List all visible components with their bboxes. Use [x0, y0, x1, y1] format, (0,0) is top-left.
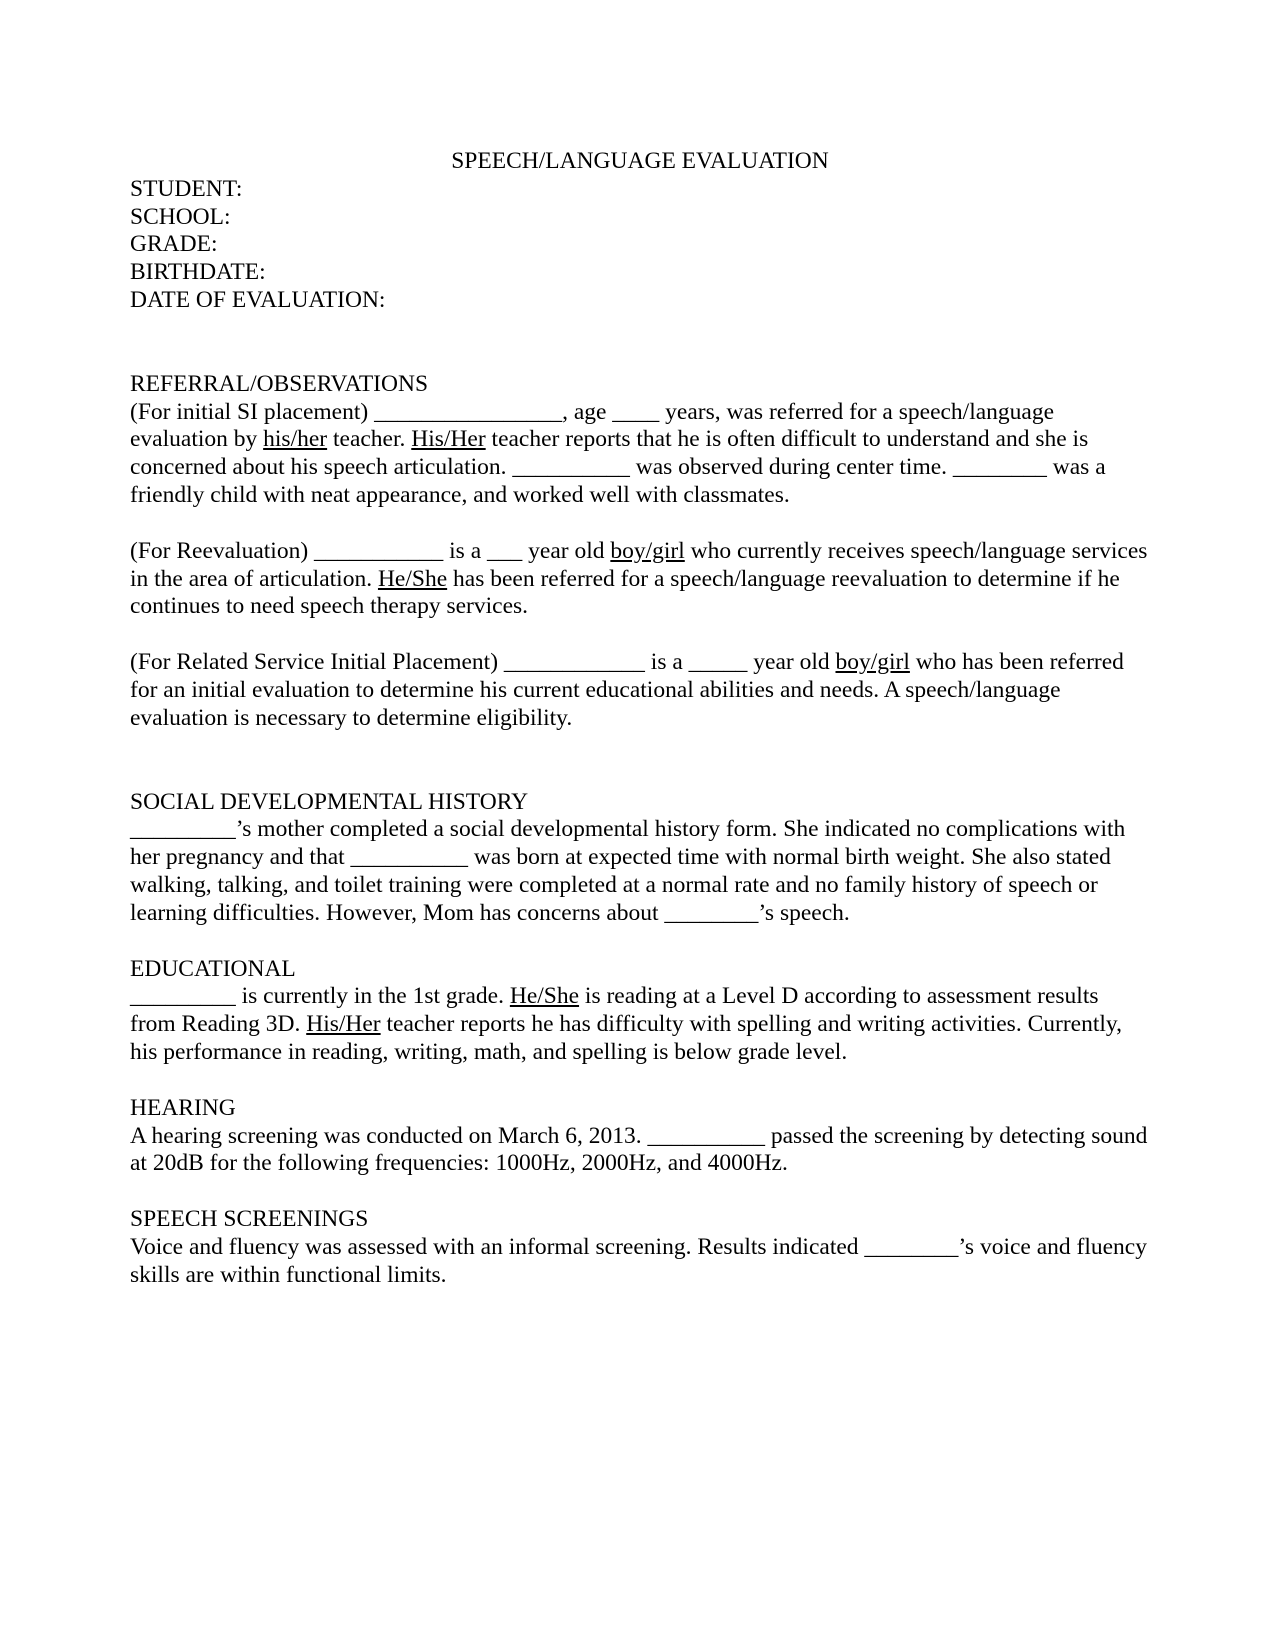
educational-paragraph	[130, 983, 1150, 1066]
underlined-text: His/Her	[411, 426, 486, 453]
speech-screenings-heading: SPEECH SCREENINGS	[130, 1206, 369, 1233]
text-run: (For initial SI placement) ________________, age ____ years, was referred for a speech/language evaluation by	[130, 398, 1055, 453]
underlined-text: boy/girl	[835, 649, 910, 676]
hearing-section	[130, 1095, 1150, 1178]
referral-initial-paragraph	[130, 399, 1150, 510]
underlined-text: boy/girl	[610, 537, 685, 564]
text-run: who has been referred for an initial evaluation to determine his current educational abilities and needs. A speech/language evaluation is necessary to determine eligibility.	[130, 649, 1124, 731]
text-run: who currently receives speech/language services in the area of articulation.	[130, 537, 1148, 592]
school-label: SCHOOL:	[130, 203, 231, 230]
text-run: is reading at a Level D according to assessment results from Reading 3D.	[130, 983, 1099, 1038]
text-run: teacher.	[327, 426, 412, 453]
text-run: teacher reports that he is often difficult to understand and she is concerned about his speech articulation. __________ was observed during center time. ________ was a friendly child with neat appearance, and worked well with classmates.	[130, 426, 1106, 508]
referral-reevaluation-paragraph	[130, 538, 1150, 621]
student-label: STUDENT:	[130, 175, 243, 202]
referral-section	[130, 371, 1150, 733]
referral-heading: REFERRAL/OBSERVATIONS	[130, 370, 429, 397]
hearing-paragraph: A hearing screening was conducted on March 6, 2013. __________ passed the screening by detecting sound at 20dB for the following frequencies: 1000Hz, 2000Hz, and 4000Hz.	[130, 1122, 1148, 1177]
underlined-text: his/her	[263, 426, 328, 453]
referral-related-paragraph	[130, 649, 1150, 732]
birthdate-label: BIRTHDATE:	[130, 259, 266, 286]
document-page	[130, 148, 1150, 1290]
date-of-evaluation-label: DATE OF EVALUATION:	[130, 286, 386, 313]
social-history-heading: SOCIAL DEVELOPMENTAL HISTORY	[130, 788, 529, 815]
student-info-block	[130, 176, 1150, 315]
social-history-paragraph: _________’s mother completed a social developmental history form. She indicated no complications with her pregnancy and that __________ was born at expected time with normal birth weight. She also stated walking, talking, and toilet training were completed at a normal rate and no family history of speech or learning difficulties. However, Mom has concerns about ________’s speech.	[130, 816, 1126, 926]
text-run: teacher reports he has difficulty with spelling and writing activities. Currently, his performance in reading, writing, math, and spelling is below grade level.	[130, 1011, 1122, 1065]
text-run: (For Related Service Initial Placement) ____________ is a _____ year old	[130, 649, 836, 676]
social-history-section	[130, 789, 1150, 928]
text-run: (For Reevaluation) ___________ is a ___ year old	[130, 537, 611, 564]
speech-screenings-paragraph: Voice and fluency was assessed with an informal screening. Results indicated ________’s voice and fluency skills are within functional limits.	[130, 1233, 1147, 1288]
underlined-text: He/She	[509, 983, 580, 1010]
hearing-heading: HEARING	[130, 1094, 236, 1121]
document-title: SPEECH/LANGUAGE EVALUATION	[451, 148, 829, 174]
underlined-text: His/Her	[306, 1011, 381, 1038]
educational-heading: EDUCATIONAL	[130, 955, 296, 982]
educational-section	[130, 956, 1150, 1067]
speech-screenings-section	[130, 1206, 1150, 1289]
grade-label: GRADE:	[130, 231, 218, 258]
text-run: has been referred for a speech/language reevaluation to determine if he continues to need speech therapy services.	[130, 565, 1120, 620]
underlined-text: He/She	[377, 565, 448, 592]
text-run: _________ is currently in the 1st grade.	[130, 983, 510, 1010]
